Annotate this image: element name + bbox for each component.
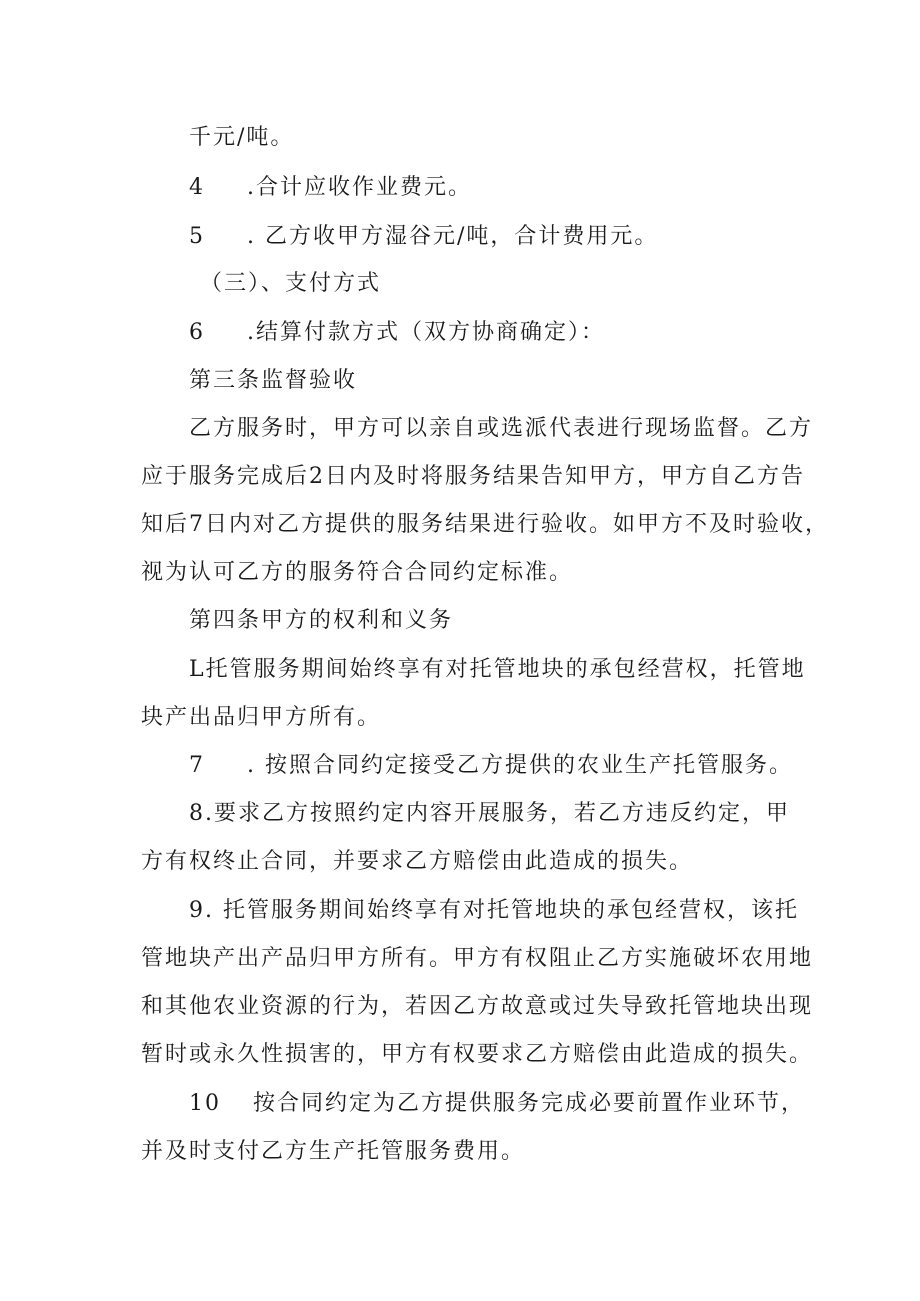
list-item-text: . 乙方收甲方湿谷元/吨，合计费用元。 — [247, 224, 659, 249]
paragraph-line: 暂时或永久性损害的，甲方有权要求乙方赔偿由此造成的损失。 — [141, 1042, 814, 1067]
list-number: 4 — [189, 175, 205, 200]
paragraph-line: 乙方服务时，甲方可以亲自或选派代表进行现场监督。乙方 — [189, 416, 814, 441]
list-item-7 — [189, 751, 793, 781]
list-item-6 — [189, 318, 605, 348]
list-item-text: .要求乙方按照约定内容开展服务，若乙方违反约定，甲 — [205, 801, 790, 826]
paragraph-line: 千元/吨。 — [189, 125, 295, 150]
article-heading-4: 第四条甲方的权利和义务 — [189, 608, 454, 633]
article-heading-3: 第三条监督验收 — [189, 368, 358, 393]
list-number: 10 — [189, 1091, 221, 1116]
list-number: 9 — [189, 898, 205, 923]
section-heading-payment: （三）、支付方式 — [200, 271, 382, 296]
paragraph-line: 并及时支付乙方生产托管服务费用。 — [141, 1139, 526, 1164]
list-item-text: .结算付款方式（双方协商确定）： — [247, 320, 605, 345]
list-number: 8 — [189, 801, 205, 826]
list-number: 7 — [189, 753, 205, 778]
list-item-5 — [189, 222, 658, 252]
paragraph-line: 块产出品归甲方所有。 — [141, 705, 382, 730]
list-item-4 — [189, 173, 472, 203]
list-number: 5 — [189, 224, 205, 249]
list-item-text: .合计应收作业费元。 — [247, 175, 472, 200]
paragraph-line: 方有权终止合同，并要求乙方赔偿由此造成的损失。 — [141, 849, 694, 874]
paragraph-line: L托管服务期间始终享有对托管地块的承包经营权，托管地 — [189, 657, 806, 682]
list-item-text: 按合同约定为乙方提供服务完成必要前置作业环节， — [253, 1091, 806, 1116]
list-item-10 — [189, 1089, 805, 1119]
paragraph-line: 管地块产出产品归甲方所有。甲方有权阻止乙方实施破坏农用地 — [141, 946, 814, 971]
list-item-text: . 托管服务期间始终享有对托管地块的承包经营权，该托 — [205, 898, 799, 923]
list-number: 6 — [189, 320, 205, 345]
list-item-8 — [189, 799, 790, 829]
paragraph-line: 应于服务完成后2日内及时将服务结果告知甲方，甲方自乙方告 — [141, 464, 805, 489]
paragraph-line: 视为认可乙方的服务符合合同约定标准。 — [141, 560, 574, 585]
list-item-9 — [189, 896, 799, 926]
paragraph-line: 和其他农业资源的行为，若因乙方故意或过失导致托管地块出现 — [141, 994, 814, 1019]
paragraph-line: 知后7日内对乙方提供的服务结果进行验收。如甲方不及时验收， — [141, 512, 829, 537]
list-item-text: . 按照合同约定接受乙方提供的农业生产托管服务。 — [247, 753, 793, 778]
